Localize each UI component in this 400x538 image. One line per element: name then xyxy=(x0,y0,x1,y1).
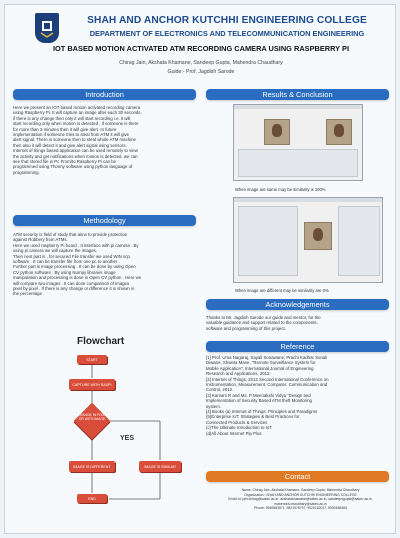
flowchart-similar-step: IMAGE IS SIMILAR xyxy=(139,461,181,472)
flowchart-end: END xyxy=(77,494,107,503)
college-name: SHAH AND ANCHOR KUTCHHI ENGINEERING COLLEGE xyxy=(87,15,367,26)
flowchart-start: START xyxy=(77,355,107,364)
reference-heading: Reference xyxy=(206,341,389,352)
department-name: DEPARTMENT OF ELECTRONICS AND TELECOMMUNICATION ENGINEERING xyxy=(89,29,365,38)
result-caption-different: When image are different may be similarity are 0% xyxy=(235,288,329,293)
methodology-text: ATM security is field of study that aims to provide protection against Robbery from ATMs. Here we used raspberry Pi board . It interface with pi camera . By using pi camera we will capture the images. Then next part is , for secured File transfer we used WIN scp software . It can be transfer file from one pc to another . Further part is image processing . It can be done by using Open CV python software . By using Numpy libraries image manipulation and processing is done in Open CV python . Here we will compare two images . It can done comparison of images pixel by pixel . If there is any change or difference it is shown in the percentage . xyxy=(13,232,142,297)
author-list: Chirag Jain, Akshata Khamane, Sandeep Gupta, Mahendra Chaudhary xyxy=(119,60,283,66)
introduction-heading: Introduction xyxy=(13,89,196,100)
flowchart-different-step: IMAGE IS DIFFERENT xyxy=(69,461,115,472)
acknowledgements-text: Thanks to Mr. Jagdish Sarode our guide and mentor, for the valuable guidance and support related to the components, software and programming of this project. xyxy=(206,315,321,331)
acknowledgements-heading: Acknowledgements xyxy=(206,299,389,310)
introduction-text: Here we present an IOT based motion activated recording camera using Raspberry Pi. It will capture an image after each 30 seconds, if there is any change then only it will start recording i.e. it will start recording only when motion is detected . If someone is there for more than 3 minutes then it will give alert. In future implementation if someone tries to steal from ATM it will give alert signal. There is someone then to steal whole ATM machine then also it will detect it and give alert signal using sensors. Internet of things based application can be used remotely to view the activity and get notifications when motion is detected. we can see that stored file in Pc From/to Raspberry Pi can be programmed using Thonny software using python language of programming. xyxy=(13,105,142,175)
contact-heading: Contact xyxy=(206,471,389,482)
guide-name: Guide:- Prof. Jagdish Sarode xyxy=(167,69,235,75)
flowchart-yes-label: YES xyxy=(120,435,135,442)
face-image-3 xyxy=(304,222,332,250)
poster xyxy=(4,4,396,534)
flowchart-capture-step: CAPTURE WITH RASPI xyxy=(69,379,115,390)
face-image-1 xyxy=(264,119,290,145)
results-heading: Results & Conclusion xyxy=(206,89,389,100)
result-screenshot-same xyxy=(233,104,363,181)
result-caption-same: When image are same may be similarity is 100% xyxy=(235,187,326,192)
reference-text: [1] Prof. Uma Nagaraj, Sayali Sonawane, Prachi Kadhar Sonali Diwane, Shweta Mane, "Remote Surveillance System for Mobile Application", International Journal of Engineering Research and Applications, 2012. [2] Internet of Things, 2012 Second International Conference on Instrumentation, Measurement, Computer, Communication and Control, 2012. [3] Kamani R and Ms. P Meenakshi Vidya "Design and Implementation of Security Based ATM theft Monitoring system. [4] Books (a) Internet of Things: Principles and Paradigms (b)Enterprise IoT: Strategies & Best Practices for Connected Products & Services (c)The Ultimate Introduction to IoT (d)All About Internet Pip Plus xyxy=(206,355,329,436)
face-image-2 xyxy=(326,119,352,145)
methodology-heading: Methodology xyxy=(13,215,196,226)
flowchart-decision-label: CHANGE IN PIXEL OR WITH IMAGE xyxy=(77,413,107,421)
project-title: IOT BASED MOTION ACTIVATED ATM RECORDING CAMERA USING RASPBERRY PI xyxy=(52,44,350,53)
result-screenshot-different xyxy=(233,197,383,283)
contact-text: Name: Chirag Jain, Akshata Khamane, Sandeep Gupta, Mahendra Chaudhary Organization : SHAH AND ANCHOR KUTCHHI ENGINEERING COLLEGE Email Id: jain.chirag@sakec.ac.in, akshatakhamane@sakec.ac.in, sandeepsgupta@sakec.ac.in, mahendra.chaudhary@sakec.ac.in Phone: 9969583571, 9821976797, 9920162017, 9930458484 xyxy=(228,488,373,511)
flowchart-title: Flowchart xyxy=(77,336,125,347)
flowchart-connectors xyxy=(5,5,205,535)
